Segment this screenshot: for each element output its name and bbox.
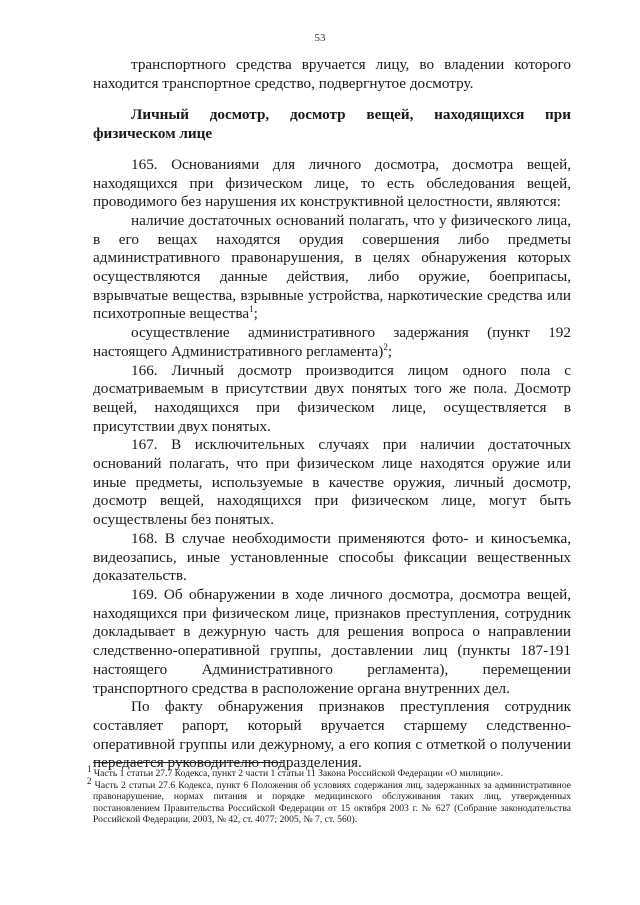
section-heading: Личный досмотр, досмотр вещей, находящихся при физическом лице	[93, 106, 571, 143]
footnote-1-text: Часть 1 статьи 27.7 Кодекса, пункт 2 части 1 статьи 11 Закона Российской Федерации «О милиции».	[91, 768, 504, 779]
paragraph-166: 166. Личный досмотр производится лицом одного пола с досматриваемым в присутствии двух понятых того же пола. Досмотр вещей, находящихся при физическом лице, осуществляется в присутствии двух понятых.	[93, 361, 571, 435]
paragraph-165-item-1	[93, 212, 571, 324]
footnote-2-mark: 2	[87, 775, 92, 786]
paragraph-continuation: транспортного средства вручается лицу, во владении которого находится транспортное средство, подвергнутое досмотру.	[93, 56, 571, 92]
paragraph-165: 165. Основаниями для личного досмотра, досмотра вещей, находящихся при физическом лице, то есть обследования вещей, проводимого без нарушения их конструктивной целостности, являются:	[93, 155, 571, 211]
item-end: ;	[387, 342, 393, 360]
paragraph-170: По факту обнаружения признаков преступления сотрудник составляет рапорт, который вручается старшему следственно-оперативной группы или дежурному, а его копия с отметкой о получении передается руководителю подразделения.	[93, 698, 571, 772]
item-end: ;	[253, 305, 258, 323]
footnote-2-text: Часть 2 статьи 27.6 Кодекса, пункт 6 Положения об условиях содержания лиц, задержанных за административное правонарушение, нормах питания и порядке медицинского обслуживания таких лиц, утвержденных постановлением Правительства Российской Федерации от 15 октября 2003 г. № 627 (Собрание законодательства Российской Федерации, 2003, № 42, ст. 4077; 2005, № 7, ст. 560).	[91, 779, 571, 826]
paragraph-167: 167. В исключительных случаях при наличии достаточных оснований полагать, что при физическом лице находятся оружие или иные предметы, используемые в качестве оружия, личный досмотр, досмотр вещей, находящихся при физическом лице, могут быть осуществлены без понятых.	[93, 436, 571, 529]
paragraph-169: 169. Об обнаружении в ходе личного досмотра, досмотра вещей, находящихся при физическом лице, признаков преступления, сотрудник докладывает в дежурную часть для решения вопроса о направлении следственно-оперативной группы, доставлении лиц (пункты 187-191 настоящего Административного регламента), перемещении транспортного средства в расположение органа внутренних дел.	[93, 585, 571, 697]
item-text: наличие достаточных оснований полагать, что у физического лица, в его вещах находятся орудия совершения либо предметы административного правонарушения, в целях обнаружения которых осуществляются данные действия, либо оружие, боеприпасы, взрывчатые вещества, взрывные устройства, наркотические средства или психотропные вещества	[93, 211, 571, 323]
footnote-2	[87, 775, 571, 826]
paragraph-168: 168. В случае необходимости применяются фото- и киносъемка, видеозапись, иные установленные способы фиксации вещественных доказательств.	[93, 529, 571, 585]
footnote-ref-1[interactable]: 1	[249, 304, 254, 315]
footnote-1-mark: 1	[87, 763, 92, 774]
footnote-ref-2[interactable]: 2	[383, 341, 388, 352]
page-number: 53	[314, 32, 326, 44]
footnote-1	[87, 763, 571, 780]
paragraph-165-item-2	[93, 324, 571, 361]
page-body	[93, 56, 571, 773]
footnote-separator	[93, 762, 283, 763]
item-text: осуществление административного задержания (пункт 192 настоящего Административного регламента)	[93, 324, 571, 360]
footnotes	[87, 763, 571, 826]
